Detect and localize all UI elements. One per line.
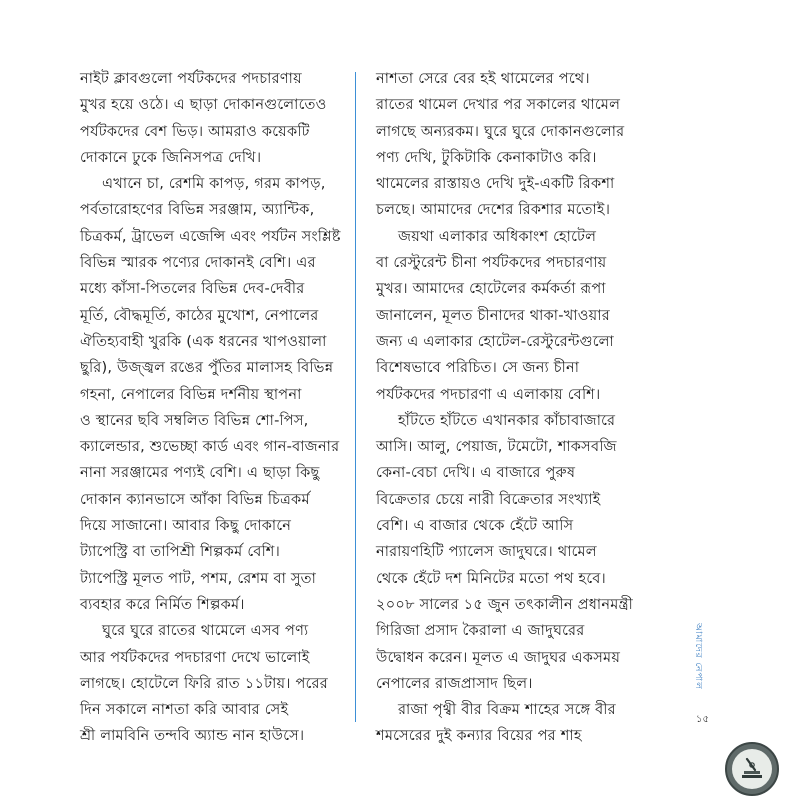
text-line: বিক্রেতার চেয়ে নারী বিক্রেতার সংখ্যাই: [376, 490, 601, 508]
text-line: লাগছে। হোটেলে ফিরি রাত ১১টায়। পরের: [80, 674, 328, 692]
left-text-column: [80, 66, 342, 750]
text-line: মধ্যে কাঁসা-পিতলের বিভিন্ন দেব-দেবীর: [80, 280, 305, 298]
text-line: থেকে হেঁটে দশ মিনিটের মতো পথ হবে।: [376, 569, 606, 587]
text-line: উদ্বোধন করেন। মূলত এ জাদুঘর একসময়: [376, 648, 621, 666]
text-line: গিরিজা প্রসাদ কৈরালা এ জাদুঘরের: [376, 622, 585, 640]
text-line: শ্রী লামবিনি তন্দবি অ্যান্ড নান হাউসে।: [80, 727, 305, 745]
text-line: নাইট ক্লাবগুলো পর্যটকদের পদচারণায়: [80, 70, 302, 87]
text-line: দোকান ক্যানভাসে আঁকা বিভিন্ন চিত্রকর্ম: [80, 490, 310, 508]
text-line: দোকানে ঢুকে জিনিসপত্র দেখি।: [80, 148, 262, 166]
text-line: নেপালের রাজপ্রাসাদ ছিল।: [376, 674, 533, 692]
text-line: শমসেরের দুই কন্যার বিয়ের পর শাহ: [376, 727, 582, 745]
text-line: থামেলের রাস্তায়ও দেখি দুই-একটি রিকশা: [376, 175, 615, 193]
paragraph-start-line: রাজা পৃথ্বী বীর বিক্রম শাহের সঙ্গে বীর: [398, 701, 616, 719]
book-pen-logo-icon: [725, 742, 779, 796]
text-line: নাশতা সেরে বের হই থামেলের পথে।: [376, 70, 590, 87]
text-line: বেশি। এ বাজার থেকে হেঁটে আসি: [376, 517, 574, 535]
text-line: দিন সকালে নাশতা করি আবার সেই: [80, 701, 289, 719]
running-header: [690, 600, 706, 712]
book-icon: [738, 755, 766, 783]
text-line: ঐতিহ্যবাহী খুরকি (এক ধরনের খাপওয়ালা: [80, 332, 327, 350]
text-line: দিয়ে সাজানো। আবার কিছু দোকানে: [80, 517, 292, 535]
text-line: রাতের থামেল দেখার পর সকালের থামেল: [376, 96, 621, 114]
text-line: বা রেস্টুরেন্ট চীনা পর্যটকদের পদচারণায়: [376, 254, 607, 272]
text-line: চলছে। আমাদের দেশের রিকশার মতোই।: [376, 201, 611, 219]
text-line: ট্যাপেস্ট্রি মূলত পাট, পশম, রেশম বা সুতা: [80, 569, 317, 587]
column-divider: [355, 72, 356, 722]
text-line: ছুরি), উজ্জ্বল রঙের পুঁতির মালাসহ বিভিন্ন: [80, 359, 334, 377]
text-line: পর্যটকদের পদচারণা এ এলাকায় বেশি।: [376, 385, 601, 403]
text-line: নারায়ণহিটি প্যালেস জাদুঘরে। থামেল: [376, 543, 597, 561]
text-line: পর্যটকদের বেশ ভিড়। আমরাও কয়েকটি: [80, 122, 310, 140]
running-header-text: আমাদের নেপাল: [692, 622, 703, 690]
text-line: কেনা-বেচা দেখি। এ বাজারে পুরুষ: [376, 464, 576, 482]
text-line: আসি। আলু, পেয়াজ, টমেটো, শাকসবজি: [376, 438, 617, 456]
text-line: জানালেন, মূলত চীনাদের থাকা-খাওয়ার: [376, 306, 610, 324]
text-line: আর পর্যটকদের পদচারণা দেখে ভালোই: [80, 648, 310, 666]
text-line: ও স্থানের ছবি সম্বলিত বিভিন্ন শো-পিস,: [80, 411, 309, 429]
text-line: ২০০৮ সালের ১৫ জুন তৎকালীন প্রধানমন্ত্রী: [376, 595, 634, 613]
text-line: ব্যবহার করে নির্মিত শিল্পকর্ম।: [80, 595, 245, 613]
right-text-column: [376, 66, 644, 750]
paragraph-start-line: এখানে চা, রেশমি কাপড়, গরম কাপড়,: [102, 175, 326, 193]
text-line: পণ্য দেখি, টুকিটাকি কেনাকাটাও করি।: [376, 148, 597, 166]
paragraph-start-line: ঘুরে ঘুরে রাতের থামেলে এসব পণ্য: [102, 622, 309, 640]
text-line: ক্যালেন্ডার, শুভেচ্ছা কার্ড এবং গান-বাজনার: [80, 438, 340, 456]
text-line: লাগছে অন্যরকম। ঘুরে ঘুরে দোকানগুলোর: [376, 122, 625, 140]
text-line: মুখর হয়ে ওঠে। এ ছাড়া দোকানগুলোতেও: [80, 96, 327, 114]
text-line: বিভিন্ন স্মারক পণ্যের দোকানই বেশি। এর: [80, 254, 316, 272]
text-line: জন্য এ এলাকার হোটেল-রেস্টুরেন্টগুলো: [376, 332, 614, 350]
text-line: পর্বতারোহণের বিভিন্ন সরঞ্জাম, অ্যান্টিক,: [80, 201, 315, 219]
paragraph-start-line: জয়থা এলাকার অধিকাংশ হোটেল: [398, 227, 597, 245]
text-line: গহনা, নেপালের বিভিন্ন দর্শনীয় স্থাপনা: [80, 385, 302, 403]
text-line: বিশেষভাবে পরিচিত। সে জন্য চীনা: [376, 359, 580, 377]
text-line: ট্যাপেস্ট্রি বা তাপিশ্রী শিল্পকর্ম বেশি।: [80, 543, 280, 561]
text-line: মুখর। আমাদের হোটেলের কর্মকর্তা রূপা: [376, 280, 606, 298]
page-number: ১৫: [696, 714, 709, 725]
text-line: নানা সরঞ্জামের পণ্যই বেশি। এ ছাড়া কিছু: [80, 464, 320, 482]
text-line: চিত্রকর্ম, ট্রাভেল এজেন্সি এবং পর্যটন সংশ্লিষ্ট: [80, 227, 341, 245]
paragraph-start-line: হাঁটতে হাঁটতে এখানকার কাঁচাবাজারে: [398, 411, 616, 429]
logo-inner: [732, 749, 772, 789]
text-line: মূর্তি, বৌদ্ধমূর্তি, কাঠের মুখোশ, নেপালের: [80, 306, 319, 324]
